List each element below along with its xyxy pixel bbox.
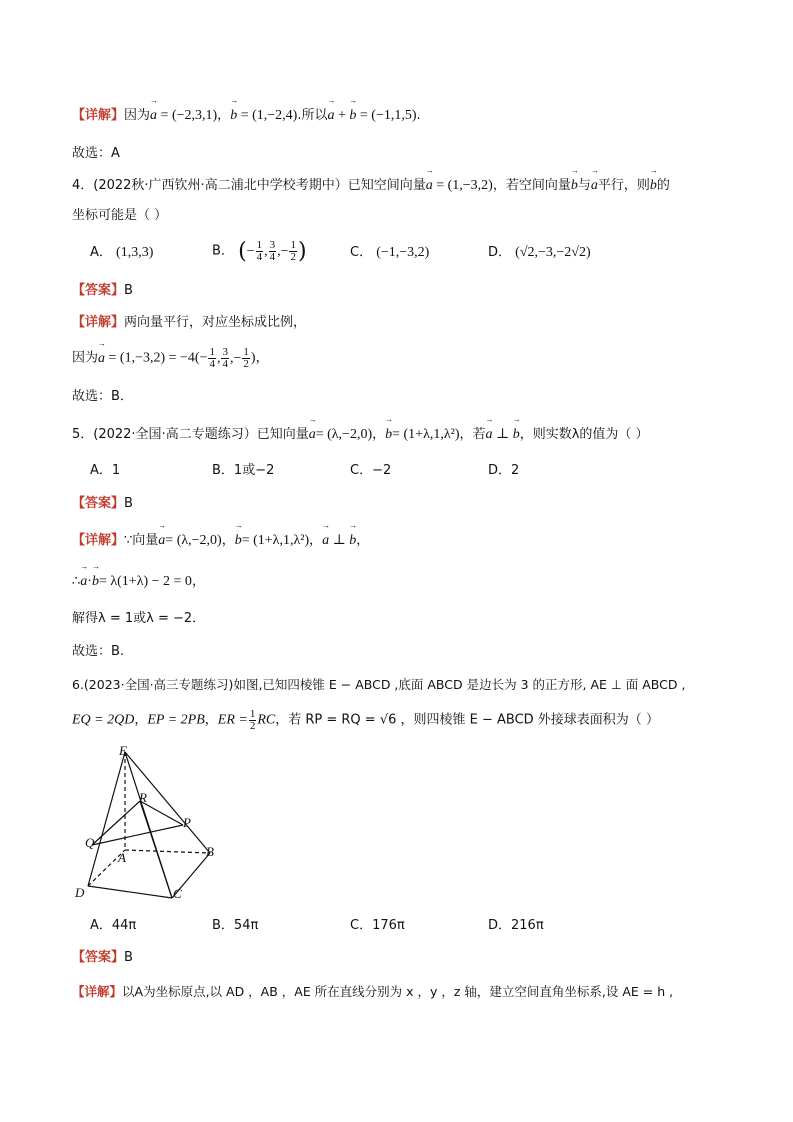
q5-answer: 【答案】B — [72, 496, 133, 511]
pyramid-figure — [70, 740, 240, 910]
q5-option-d[interactable]: D．2 — [488, 463, 520, 478]
q4-option-b[interactable]: B． (− $\frac{1}{4}$ , $\frac{3}{4}$ ,− $\frac{1}{2}$ ) — [212, 238, 307, 264]
q4-answer: 【答案】B — [72, 283, 133, 298]
q5-solve: 解得λ = 1或λ = −2． — [72, 611, 206, 626]
q6-answer: 【答案】B — [72, 950, 133, 965]
q6-option-b[interactable]: B．54π — [212, 918, 259, 933]
q5-option-b[interactable]: B．1或−2 — [212, 463, 275, 478]
q6-stem-line2: EQ = 2QD，EP = 2PB，ER = $\frac{1}{2}$ RC，若 RP = RQ = √6 ，则四棱锥 E − ABCD 外接球表面积为（ ） — [72, 708, 659, 732]
q6-option-c[interactable]: C．176π — [350, 918, 405, 933]
q5-detail: 【详解】∵向量→ a= (λ,−2,0)，→ b= (1+λ,1,λ²)，→ a ⊥ → b， — [72, 531, 369, 551]
point-label-a: A — [118, 850, 126, 865]
q4-equation: 因为→ a = (1,−3,2) = −4(− $\frac{1}{4}$ , $\frac{3}{4}$ ,− $\frac{1}{2}$ )， — [72, 347, 269, 370]
point-label-e: E — [119, 743, 127, 758]
q4-detail: 【详解】两向量平行，对应坐标成比例， — [72, 315, 307, 330]
q4-stem-line2: 坐标可能是（ ） — [72, 208, 168, 223]
q4-option-d[interactable]: D． (√2,−3,−2√2) — [488, 245, 591, 260]
point-label-p: P — [183, 815, 191, 830]
q6-stem-line1: 6.(2023·全国·高三专题练习)如图,已知四棱锥 E − ABCD ,底面 ABCD 是边长为 3 的正方形, AE ⊥ 面 ABCD , — [72, 677, 686, 692]
point-label-c: C — [173, 886, 182, 901]
q6-option-a[interactable]: A．44π — [90, 918, 137, 933]
q5-option-a[interactable]: A．1 — [90, 463, 121, 478]
point-label-b: B — [206, 844, 214, 859]
q5-option-c[interactable]: C．−2 — [350, 463, 392, 478]
q3-choose: 故选：A — [72, 146, 120, 161]
point-label-q: Q — [85, 835, 95, 850]
q6-detail: 【详解】以A为坐标原点,以 AD ，AB ，AE 所在直线分别为 x ，y ，z 轴，建立空间直角坐标系,设 AE = h , — [72, 984, 674, 999]
q4-stem: 4．(2022秋·广西钦州·高二浦北中学校考期中）已知空间向量→ a = (1,−3,2)，若空间向量→ b与→ a平行，则→ b的 — [72, 176, 670, 196]
q5-choose: 故选：B. — [72, 644, 125, 659]
q6-option-d[interactable]: D．216π — [488, 918, 544, 933]
q5-dot-product: ∴→ a·→ b= λ(1+λ) − 2 = 0， — [72, 572, 205, 592]
q3-detail-line: 【详解】因为→ a = (−2,3,1)，→ b = (1,−2,4).所以→ a + → b = (−1,1,5). — [72, 106, 421, 126]
point-label-r: R — [139, 790, 147, 805]
q4-option-a[interactable]: A． (1,3,3) — [90, 245, 154, 260]
detail-tag: 【详解】 — [72, 108, 125, 123]
q4-option-c[interactable]: C． (−1,−3,2) — [350, 245, 430, 260]
point-label-d: D — [75, 885, 85, 900]
q5-stem: 5．(2022·全国·高二专题练习）已知向量→ a= (λ,−2,0)，→ b= (1+λ,1,λ²)，若→ a ⊥ → b，则实数λ的值为（ ） — [72, 425, 649, 445]
q4-choose: 故选：B． — [72, 389, 133, 404]
